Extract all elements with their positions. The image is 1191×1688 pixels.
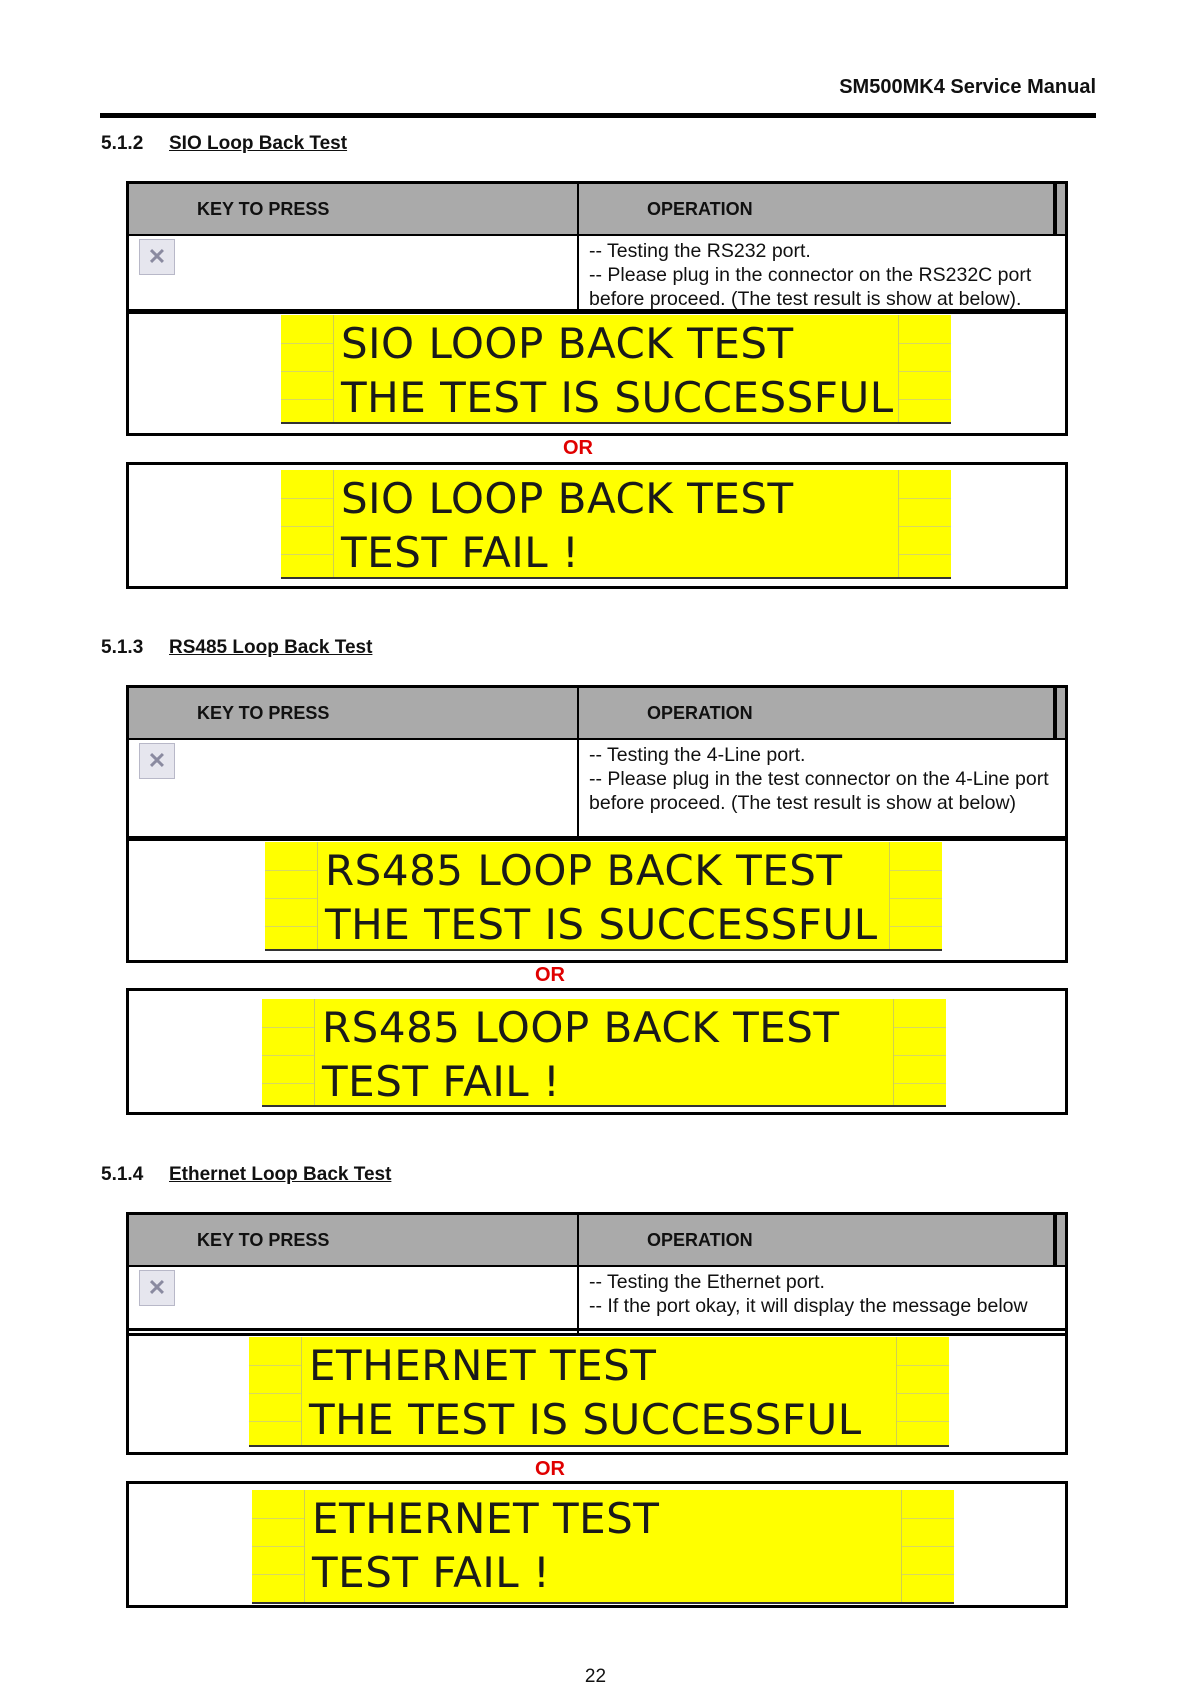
or-label: OR	[563, 437, 593, 459]
table-row	[129, 740, 1065, 838]
operation-line: -- Testing the 4-Line port.	[589, 744, 806, 766]
sio-fail-box	[126, 462, 1068, 589]
section-number: 5.1.3	[101, 637, 144, 658]
or-label: OR	[535, 1458, 565, 1480]
operation-cell	[579, 236, 1065, 311]
lcd-line-2: TEST FAIL !	[341, 528, 580, 577]
operation-cell	[579, 740, 1065, 838]
section-heading-sio	[101, 133, 347, 155]
sio-key-table	[126, 181, 1068, 314]
table-header-row	[129, 688, 1065, 740]
operation-header: OPERATION	[579, 1215, 1057, 1265]
lcd-display	[265, 842, 942, 951]
operation-line: -- Testing the Ethernet port.	[589, 1271, 825, 1293]
section-title-text: SIO Loop Back Test	[169, 133, 348, 154]
lcd-line-1: ETHERNET TEST	[309, 1341, 657, 1390]
operation-header: OPERATION	[579, 184, 1057, 234]
section-number: 5.1.2	[101, 133, 144, 154]
key-cell	[129, 740, 579, 838]
lcd-line-1: RS485 LOOP BACK TEST	[325, 846, 843, 895]
broken-image-icon: ✕	[139, 1270, 175, 1306]
lcd-display	[281, 470, 951, 579]
operation-cell	[579, 1267, 1065, 1333]
lcd-display	[281, 315, 951, 424]
rs485-success-box	[126, 836, 1068, 963]
section-title-text: RS485 Loop Back Test	[169, 637, 373, 658]
lcd-line-2: TEST FAIL !	[322, 1057, 561, 1106]
header-rule	[100, 113, 1096, 118]
sio-success-box	[126, 309, 1068, 436]
lcd-line-2: THE TEST IS SUCCESSFUL	[325, 900, 878, 949]
section-heading-ethernet	[101, 1164, 391, 1186]
operation-line: -- Please plug in the test connector on the 4-Line port before proceed. (The test result is show at below)	[589, 768, 1049, 814]
or-label: OR	[535, 964, 565, 986]
document-title: SM500MK4 Service Manual	[839, 76, 1096, 98]
lcd-line-1: SIO LOOP BACK TEST	[341, 474, 794, 523]
section-number: 5.1.4	[101, 1164, 144, 1185]
operation-header: OPERATION	[579, 688, 1057, 738]
broken-image-icon: ✕	[139, 239, 175, 275]
lcd-line-1: ETHERNET TEST	[312, 1494, 660, 1543]
lcd-display	[252, 1490, 954, 1604]
operation-line: -- Please plug in the connector on the RS232C port before proceed. (The test result is show at below).	[589, 264, 1032, 310]
section-heading-rs485	[101, 637, 372, 659]
operation-line: -- If the port okay, it will display the message below	[589, 1295, 1028, 1317]
lcd-line-1: RS485 LOOP BACK TEST	[322, 1003, 840, 1052]
table-header-row	[129, 1215, 1065, 1267]
page-number: 22	[584, 1666, 607, 1687]
table-header-row	[129, 184, 1065, 236]
ethernet-success-box	[126, 1328, 1068, 1455]
lcd-line-2: THE TEST IS SUCCESSFUL	[341, 373, 894, 422]
key-to-press-header: KEY TO PRESS	[129, 1215, 579, 1265]
key-to-press-header: KEY TO PRESS	[129, 688, 579, 738]
table-row	[129, 1267, 1065, 1333]
ethernet-fail-box	[126, 1481, 1068, 1608]
operation-line: -- Testing the RS232 port.	[589, 240, 811, 262]
lcd-line-1: SIO LOOP BACK TEST	[341, 319, 794, 368]
key-to-press-header: KEY TO PRESS	[129, 184, 579, 234]
ethernet-key-table	[126, 1212, 1068, 1336]
lcd-display	[249, 1337, 949, 1447]
lcd-display	[262, 999, 946, 1107]
rs485-fail-box	[126, 988, 1068, 1115]
lcd-line-2: THE TEST IS SUCCESSFUL	[309, 1395, 862, 1444]
key-cell	[129, 236, 579, 311]
section-title-text: Ethernet Loop Back Test	[169, 1164, 392, 1185]
table-row	[129, 236, 1065, 311]
rs485-key-table	[126, 685, 1068, 841]
key-cell	[129, 1267, 579, 1333]
broken-image-icon: ✕	[139, 743, 175, 779]
lcd-line-2: TEST FAIL !	[312, 1548, 551, 1597]
